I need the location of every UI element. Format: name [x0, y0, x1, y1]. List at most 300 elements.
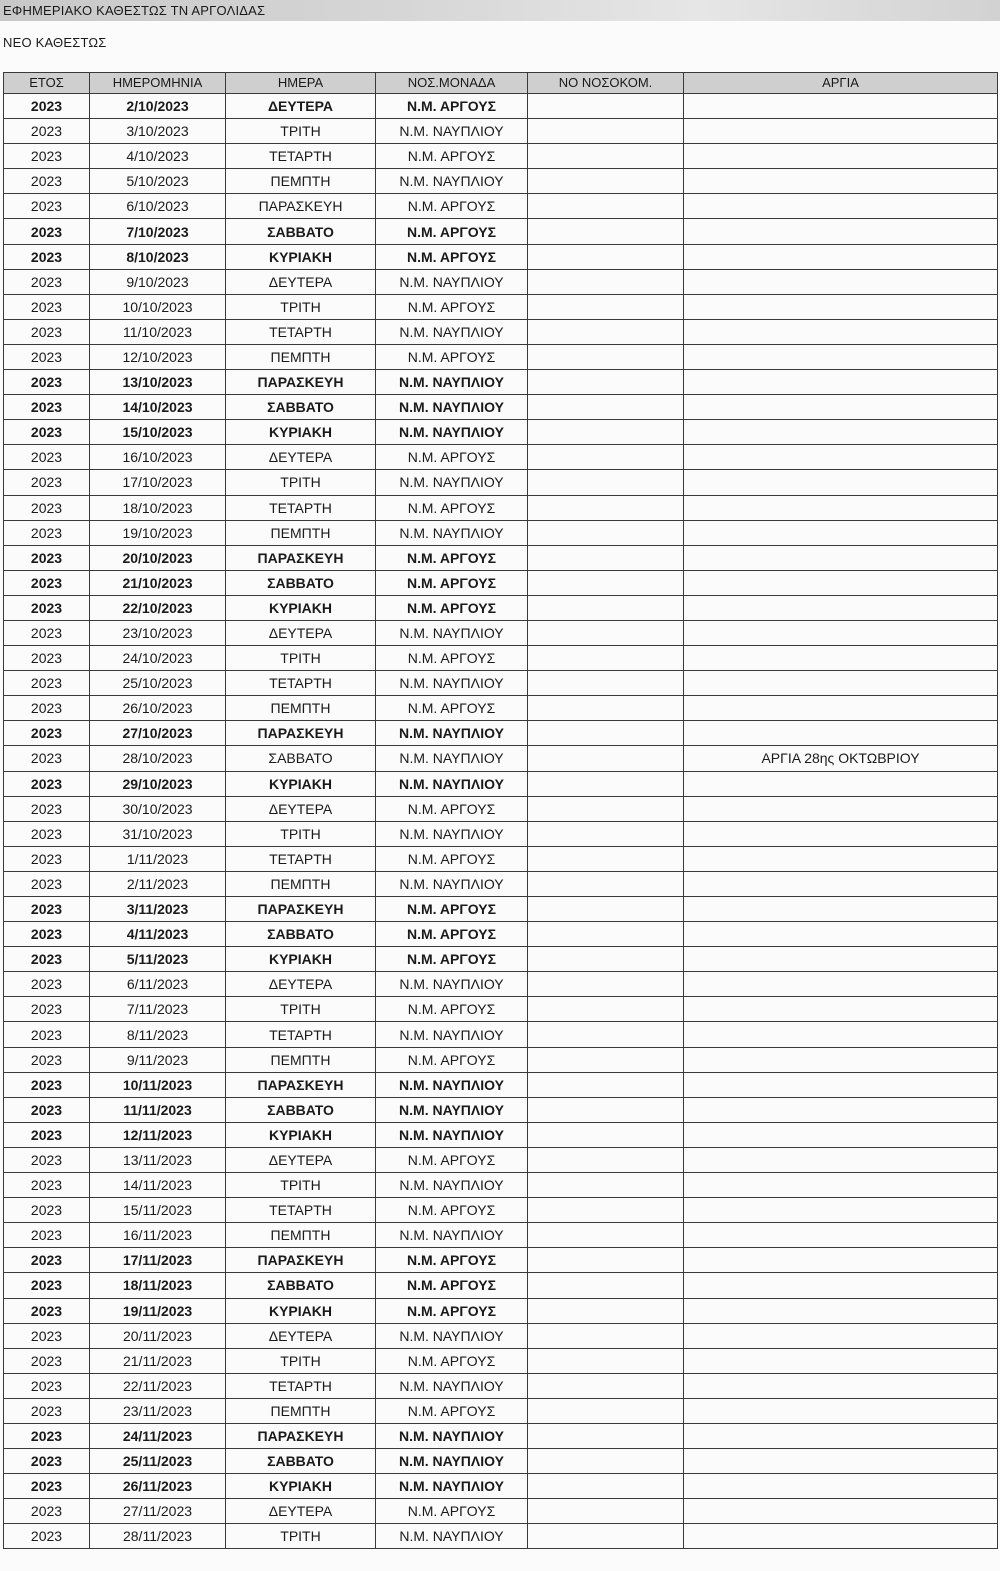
- cell-day: ΚΥΡΙΑΚΗ: [226, 420, 376, 445]
- cell-day: ΤΡΙΤΗ: [226, 1348, 376, 1373]
- cell-holiday: [684, 269, 998, 294]
- cell-unit: Ν.Μ. ΝΑΥΠΛΙΟΥ: [376, 1323, 528, 1348]
- cell-date: 28/10/2023: [90, 746, 226, 771]
- cell-day: ΣΑΒΒΑΤΟ: [226, 1449, 376, 1474]
- cell-day: ΔΕΥΤΕΡΑ: [226, 1323, 376, 1348]
- table-row: [4, 721, 998, 746]
- cell-holiday: [684, 721, 998, 746]
- table-row: [4, 871, 998, 896]
- cell-holiday: [684, 1097, 998, 1122]
- cell-holiday: [684, 144, 998, 169]
- cell-day: ΣΑΒΒΑΤΟ: [226, 1097, 376, 1122]
- cell-holiday: [684, 821, 998, 846]
- cell-day: ΣΑΒΒΑΤΟ: [226, 1273, 376, 1298]
- cell-day: ΠΕΜΠΤΗ: [226, 1398, 376, 1423]
- cell-date: 6/10/2023: [90, 194, 226, 219]
- cell-year: 2023: [4, 997, 90, 1022]
- cell-day: ΠΑΡΑΣΚΕΥΗ: [226, 897, 376, 922]
- cell-unit: Ν.Μ. ΑΡΓΟΥΣ: [376, 1248, 528, 1273]
- column-header-holiday: ΑΡΓΙΑ: [684, 73, 998, 94]
- cell-unit: Ν.Μ. ΑΡΓΟΥΣ: [376, 796, 528, 821]
- cell-unit: Ν.Μ. ΑΡΓΟΥΣ: [376, 1398, 528, 1423]
- cell-holiday: [684, 1449, 998, 1474]
- cell-date: 20/11/2023: [90, 1323, 226, 1348]
- column-header-hospital: ΝΟ ΝΟΣΟΚΟΜ.: [528, 73, 684, 94]
- cell-day: ΚΥΡΙΑΚΗ: [226, 1122, 376, 1147]
- cell-date: 17/11/2023: [90, 1248, 226, 1273]
- cell-holiday: [684, 470, 998, 495]
- cell-hospital: [528, 922, 684, 947]
- cell-day: ΚΥΡΙΑΚΗ: [226, 1474, 376, 1499]
- cell-hospital: [528, 244, 684, 269]
- cell-hospital: [528, 1097, 684, 1122]
- cell-day: ΤΡΙΤΗ: [226, 1524, 376, 1549]
- cell-unit: Ν.Μ. ΝΑΥΠΛΙΟΥ: [376, 395, 528, 420]
- cell-year: 2023: [4, 671, 90, 696]
- cell-year: 2023: [4, 821, 90, 846]
- cell-unit: Ν.Μ. ΑΡΓΟΥΣ: [376, 1198, 528, 1223]
- cell-day: ΠΑΡΑΣΚΕΥΗ: [226, 370, 376, 395]
- cell-date: 15/11/2023: [90, 1198, 226, 1223]
- cell-hospital: [528, 671, 684, 696]
- cell-year: 2023: [4, 194, 90, 219]
- cell-holiday: [684, 520, 998, 545]
- cell-hospital: [528, 696, 684, 721]
- cell-date: 29/10/2023: [90, 771, 226, 796]
- table-row: [4, 1173, 998, 1198]
- table-row: [4, 1198, 998, 1223]
- cell-year: 2023: [4, 144, 90, 169]
- cell-day: ΔΕΥΤΕΡΑ: [226, 620, 376, 645]
- cell-day: ΤΕΤΑΡΤΗ: [226, 846, 376, 871]
- cell-date: 1/11/2023: [90, 846, 226, 871]
- cell-holiday: [684, 94, 998, 119]
- cell-date: 14/11/2023: [90, 1173, 226, 1198]
- table-row: [4, 1323, 998, 1348]
- cell-date: 23/10/2023: [90, 620, 226, 645]
- cell-day: ΠΑΡΑΣΚΕΥΗ: [226, 545, 376, 570]
- cell-year: 2023: [4, 1248, 90, 1273]
- table-row: [4, 495, 998, 520]
- table-row: [4, 1273, 998, 1298]
- table-row: [4, 445, 998, 470]
- cell-year: 2023: [4, 1122, 90, 1147]
- cell-date: 3/11/2023: [90, 897, 226, 922]
- cell-date: 5/11/2023: [90, 947, 226, 972]
- cell-year: 2023: [4, 1348, 90, 1373]
- cell-holiday: ΑΡΓΙΑ 28ης ΟΚΤΩΒΡΙΟΥ: [684, 746, 998, 771]
- cell-holiday: [684, 620, 998, 645]
- cell-day: ΠΕΜΠΤΗ: [226, 169, 376, 194]
- cell-holiday: [684, 495, 998, 520]
- cell-unit: Ν.Μ. ΝΑΥΠΛΙΟΥ: [376, 821, 528, 846]
- cell-unit: Ν.Μ. ΝΑΥΠΛΙΟΥ: [376, 972, 528, 997]
- cell-holiday: [684, 696, 998, 721]
- cell-unit: Ν.Μ. ΑΡΓΟΥΣ: [376, 1273, 528, 1298]
- column-header-unit: ΝΟΣ.ΜΟΝΑΔΑ: [376, 73, 528, 94]
- document-subtitle: ΝΕΟ ΚΑΘΕΣΤΩΣ: [3, 35, 107, 50]
- cell-unit: Ν.Μ. ΑΡΓΟΥΣ: [376, 445, 528, 470]
- cell-year: 2023: [4, 1147, 90, 1172]
- cell-day: ΤΡΙΤΗ: [226, 997, 376, 1022]
- table-row: [4, 244, 998, 269]
- cell-hospital: [528, 595, 684, 620]
- cell-day: ΤΕΤΑΡΤΗ: [226, 671, 376, 696]
- cell-year: 2023: [4, 1072, 90, 1097]
- cell-day: ΤΕΤΑΡΤΗ: [226, 1198, 376, 1223]
- cell-hospital: [528, 1173, 684, 1198]
- cell-holiday: [684, 771, 998, 796]
- cell-unit: Ν.Μ. ΝΑΥΠΛΙΟΥ: [376, 721, 528, 746]
- cell-day: ΤΡΙΤΗ: [226, 119, 376, 144]
- cell-day: ΤΕΤΑΡΤΗ: [226, 144, 376, 169]
- table-row: [4, 1047, 998, 1072]
- cell-unit: Ν.Μ. ΝΑΥΠΛΙΟΥ: [376, 1373, 528, 1398]
- cell-unit: Ν.Μ. ΝΑΥΠΛΙΟΥ: [376, 520, 528, 545]
- cell-unit: Ν.Μ. ΝΑΥΠΛΙΟΥ: [376, 119, 528, 144]
- cell-holiday: [684, 972, 998, 997]
- cell-date: 9/11/2023: [90, 1047, 226, 1072]
- table-body: [4, 94, 998, 1549]
- cell-hospital: [528, 94, 684, 119]
- cell-hospital: [528, 1248, 684, 1273]
- cell-hospital: [528, 1298, 684, 1323]
- cell-year: 2023: [4, 721, 90, 746]
- cell-date: 4/10/2023: [90, 144, 226, 169]
- table-row: [4, 1072, 998, 1097]
- cell-year: 2023: [4, 1323, 90, 1348]
- cell-hospital: [528, 144, 684, 169]
- cell-date: 2/11/2023: [90, 871, 226, 896]
- table-row: [4, 821, 998, 846]
- cell-date: 22/11/2023: [90, 1373, 226, 1398]
- table-row: [4, 570, 998, 595]
- cell-date: 27/10/2023: [90, 721, 226, 746]
- cell-hospital: [528, 269, 684, 294]
- cell-day: ΤΡΙΤΗ: [226, 821, 376, 846]
- cell-unit: Ν.Μ. ΑΡΓΟΥΣ: [376, 997, 528, 1022]
- table-row: [4, 294, 998, 319]
- cell-holiday: [684, 1298, 998, 1323]
- table-row: [4, 370, 998, 395]
- cell-day: ΔΕΥΤΕΡΑ: [226, 1499, 376, 1524]
- cell-day: ΠΑΡΑΣΚΕΥΗ: [226, 1072, 376, 1097]
- cell-holiday: [684, 1147, 998, 1172]
- cell-year: 2023: [4, 420, 90, 445]
- cell-unit: Ν.Μ. ΝΑΥΠΛΙΟΥ: [376, 1022, 528, 1047]
- cell-unit: Ν.Μ. ΝΑΥΠΛΙΟΥ: [376, 1449, 528, 1474]
- cell-year: 2023: [4, 1022, 90, 1047]
- table-row: [4, 620, 998, 645]
- table-row: [4, 1449, 998, 1474]
- cell-hospital: [528, 1223, 684, 1248]
- cell-date: 28/11/2023: [90, 1524, 226, 1549]
- cell-date: 24/10/2023: [90, 646, 226, 671]
- cell-hospital: [528, 169, 684, 194]
- table-row: [4, 1348, 998, 1373]
- cell-holiday: [684, 1047, 998, 1072]
- cell-holiday: [684, 947, 998, 972]
- cell-hospital: [528, 119, 684, 144]
- cell-holiday: [684, 219, 998, 244]
- cell-date: 20/10/2023: [90, 545, 226, 570]
- cell-year: 2023: [4, 1097, 90, 1122]
- cell-day: ΚΥΡΙΑΚΗ: [226, 595, 376, 620]
- cell-year: 2023: [4, 520, 90, 545]
- cell-holiday: [684, 1022, 998, 1047]
- cell-holiday: [684, 646, 998, 671]
- cell-hospital: [528, 395, 684, 420]
- cell-year: 2023: [4, 1449, 90, 1474]
- table-row: [4, 947, 998, 972]
- cell-day: ΠΕΜΠΤΗ: [226, 696, 376, 721]
- cell-year: 2023: [4, 495, 90, 520]
- table-row: [4, 1524, 998, 1549]
- table-row: [4, 1398, 998, 1423]
- cell-unit: Ν.Μ. ΝΑΥΠΛΙΟΥ: [376, 470, 528, 495]
- table-row: [4, 696, 998, 721]
- cell-year: 2023: [4, 319, 90, 344]
- cell-holiday: [684, 395, 998, 420]
- cell-unit: Ν.Μ. ΑΡΓΟΥΣ: [376, 696, 528, 721]
- cell-hospital: [528, 746, 684, 771]
- cell-unit: Ν.Μ. ΝΑΥΠΛΙΟΥ: [376, 1223, 528, 1248]
- table-header: [4, 73, 998, 94]
- cell-year: 2023: [4, 897, 90, 922]
- column-header-day: ΗΜΕΡΑ: [226, 73, 376, 94]
- cell-hospital: [528, 1474, 684, 1499]
- cell-hospital: [528, 897, 684, 922]
- cell-year: 2023: [4, 620, 90, 645]
- cell-year: 2023: [4, 1173, 90, 1198]
- table-row: [4, 119, 998, 144]
- cell-unit: Ν.Μ. ΑΡΓΟΥΣ: [376, 545, 528, 570]
- cell-day: ΣΑΒΒΑΤΟ: [226, 570, 376, 595]
- cell-hospital: [528, 470, 684, 495]
- cell-year: 2023: [4, 871, 90, 896]
- table-row: [4, 144, 998, 169]
- cell-holiday: [684, 445, 998, 470]
- cell-year: 2023: [4, 1499, 90, 1524]
- cell-year: 2023: [4, 269, 90, 294]
- table-row: [4, 646, 998, 671]
- cell-date: 12/10/2023: [90, 344, 226, 369]
- cell-hospital: [528, 219, 684, 244]
- cell-day: ΔΕΥΤΕΡΑ: [226, 269, 376, 294]
- cell-year: 2023: [4, 1474, 90, 1499]
- cell-unit: Ν.Μ. ΝΑΥΠΛΙΟΥ: [376, 771, 528, 796]
- cell-date: 22/10/2023: [90, 595, 226, 620]
- cell-unit: Ν.Μ. ΑΡΓΟΥΣ: [376, 144, 528, 169]
- cell-date: 24/11/2023: [90, 1423, 226, 1448]
- cell-year: 2023: [4, 846, 90, 871]
- cell-date: 8/11/2023: [90, 1022, 226, 1047]
- cell-year: 2023: [4, 344, 90, 369]
- cell-hospital: [528, 1072, 684, 1097]
- cell-unit: Ν.Μ. ΑΡΓΟΥΣ: [376, 897, 528, 922]
- document-title: ΕΦΗΜΕΡΙΑΚΟ ΚΑΘΕΣΤΩΣ ΤΝ ΑΡΓΟΛΙΔΑΣ: [0, 0, 1000, 21]
- cell-holiday: [684, 671, 998, 696]
- cell-year: 2023: [4, 570, 90, 595]
- table-row: [4, 319, 998, 344]
- cell-hospital: [528, 846, 684, 871]
- cell-day: ΤΡΙΤΗ: [226, 470, 376, 495]
- table-row: [4, 1373, 998, 1398]
- cell-year: 2023: [4, 1423, 90, 1448]
- cell-hospital: [528, 997, 684, 1022]
- cell-hospital: [528, 646, 684, 671]
- cell-year: 2023: [4, 545, 90, 570]
- cell-hospital: [528, 1524, 684, 1549]
- cell-year: 2023: [4, 470, 90, 495]
- cell-hospital: [528, 344, 684, 369]
- cell-holiday: [684, 922, 998, 947]
- cell-holiday: [684, 1273, 998, 1298]
- column-header-year: ΕΤΟΣ: [4, 73, 90, 94]
- cell-hospital: [528, 520, 684, 545]
- table-row: [4, 897, 998, 922]
- table-row: [4, 395, 998, 420]
- table-row: [4, 1223, 998, 1248]
- cell-holiday: [684, 1348, 998, 1373]
- table-row: [4, 269, 998, 294]
- cell-holiday: [684, 1173, 998, 1198]
- cell-day: ΤΕΤΑΡΤΗ: [226, 1022, 376, 1047]
- cell-year: 2023: [4, 169, 90, 194]
- table-row: [4, 520, 998, 545]
- cell-holiday: [684, 871, 998, 896]
- cell-date: 6/11/2023: [90, 972, 226, 997]
- cell-hospital: [528, 1147, 684, 1172]
- cell-day: ΣΑΒΒΑΤΟ: [226, 922, 376, 947]
- cell-year: 2023: [4, 972, 90, 997]
- cell-day: ΤΕΤΑΡΤΗ: [226, 495, 376, 520]
- cell-hospital: [528, 1273, 684, 1298]
- cell-day: ΤΕΤΑΡΤΗ: [226, 1373, 376, 1398]
- cell-unit: Ν.Μ. ΑΡΓΟΥΣ: [376, 947, 528, 972]
- cell-holiday: [684, 796, 998, 821]
- table-row: [4, 470, 998, 495]
- cell-unit: Ν.Μ. ΝΑΥΠΛΙΟΥ: [376, 269, 528, 294]
- cell-holiday: [684, 1122, 998, 1147]
- cell-unit: Ν.Μ. ΝΑΥΠΛΙΟΥ: [376, 1524, 528, 1549]
- cell-hospital: [528, 1022, 684, 1047]
- cell-unit: Ν.Μ. ΑΡΓΟΥΣ: [376, 1047, 528, 1072]
- cell-date: 7/10/2023: [90, 219, 226, 244]
- cell-holiday: [684, 1373, 998, 1398]
- cell-day: ΚΥΡΙΑΚΗ: [226, 947, 376, 972]
- table-row: [4, 997, 998, 1022]
- cell-hospital: [528, 1423, 684, 1448]
- cell-date: 13/10/2023: [90, 370, 226, 395]
- cell-unit: Ν.Μ. ΝΑΥΠΛΙΟΥ: [376, 620, 528, 645]
- cell-day: ΔΕΥΤΕΡΑ: [226, 445, 376, 470]
- cell-day: ΠΑΡΑΣΚΕΥΗ: [226, 721, 376, 746]
- table-row: [4, 1298, 998, 1323]
- cell-day: ΔΕΥΤΕΡΑ: [226, 796, 376, 821]
- cell-hospital: [528, 1398, 684, 1423]
- cell-holiday: [684, 244, 998, 269]
- table-row: [4, 344, 998, 369]
- cell-year: 2023: [4, 1398, 90, 1423]
- cell-date: 23/11/2023: [90, 1398, 226, 1423]
- table-row: [4, 972, 998, 997]
- cell-date: 16/11/2023: [90, 1223, 226, 1248]
- cell-date: 10/10/2023: [90, 294, 226, 319]
- table-row: [4, 545, 998, 570]
- cell-year: 2023: [4, 445, 90, 470]
- cell-unit: Ν.Μ. ΑΡΓΟΥΣ: [376, 1298, 528, 1323]
- cell-year: 2023: [4, 119, 90, 144]
- cell-holiday: [684, 1499, 998, 1524]
- cell-hospital: [528, 319, 684, 344]
- cell-date: 26/11/2023: [90, 1474, 226, 1499]
- cell-unit: Ν.Μ. ΑΡΓΟΥΣ: [376, 94, 528, 119]
- cell-year: 2023: [4, 219, 90, 244]
- cell-hospital: [528, 1348, 684, 1373]
- cell-date: 21/11/2023: [90, 1348, 226, 1373]
- cell-unit: Ν.Μ. ΝΑΥΠΛΙΟΥ: [376, 1072, 528, 1097]
- cell-day: ΠΕΜΠΤΗ: [226, 520, 376, 545]
- cell-unit: Ν.Μ. ΝΑΥΠΛΙΟΥ: [376, 169, 528, 194]
- cell-unit: Ν.Μ. ΑΡΓΟΥΣ: [376, 646, 528, 671]
- cell-unit: Ν.Μ. ΝΑΥΠΛΙΟΥ: [376, 1173, 528, 1198]
- cell-unit: Ν.Μ. ΑΡΓΟΥΣ: [376, 1147, 528, 1172]
- cell-year: 2023: [4, 1524, 90, 1549]
- cell-hospital: [528, 972, 684, 997]
- cell-date: 10/11/2023: [90, 1072, 226, 1097]
- cell-hospital: [528, 495, 684, 520]
- cell-hospital: [528, 445, 684, 470]
- cell-year: 2023: [4, 1373, 90, 1398]
- cell-date: 4/11/2023: [90, 922, 226, 947]
- cell-holiday: [684, 169, 998, 194]
- cell-holiday: [684, 194, 998, 219]
- table-row: [4, 846, 998, 871]
- cell-holiday: [684, 420, 998, 445]
- cell-unit: Ν.Μ. ΑΡΓΟΥΣ: [376, 595, 528, 620]
- cell-day: ΤΡΙΤΗ: [226, 294, 376, 319]
- cell-day: ΣΑΒΒΑΤΟ: [226, 746, 376, 771]
- cell-unit: Ν.Μ. ΝΑΥΠΛΙΟΥ: [376, 871, 528, 896]
- cell-unit: Ν.Μ. ΑΡΓΟΥΣ: [376, 1348, 528, 1373]
- cell-date: 7/11/2023: [90, 997, 226, 1022]
- table-row: [4, 1147, 998, 1172]
- cell-date: 8/10/2023: [90, 244, 226, 269]
- cell-day: ΔΕΥΤΕΡΑ: [226, 972, 376, 997]
- table-row: [4, 1423, 998, 1448]
- cell-date: 19/11/2023: [90, 1298, 226, 1323]
- cell-year: 2023: [4, 294, 90, 319]
- cell-hospital: [528, 721, 684, 746]
- cell-hospital: [528, 1499, 684, 1524]
- cell-year: 2023: [4, 947, 90, 972]
- cell-day: ΠΑΡΑΣΚΕΥΗ: [226, 1248, 376, 1273]
- cell-unit: Ν.Μ. ΑΡΓΟΥΣ: [376, 344, 528, 369]
- cell-year: 2023: [4, 746, 90, 771]
- table-row: [4, 771, 998, 796]
- cell-day: ΠΕΜΠΤΗ: [226, 1047, 376, 1072]
- cell-date: 25/11/2023: [90, 1449, 226, 1474]
- cell-hospital: [528, 1047, 684, 1072]
- cell-date: 18/11/2023: [90, 1273, 226, 1298]
- cell-hospital: [528, 1449, 684, 1474]
- table-row: [4, 796, 998, 821]
- cell-hospital: [528, 947, 684, 972]
- cell-year: 2023: [4, 646, 90, 671]
- table-row: [4, 194, 998, 219]
- cell-holiday: [684, 1524, 998, 1549]
